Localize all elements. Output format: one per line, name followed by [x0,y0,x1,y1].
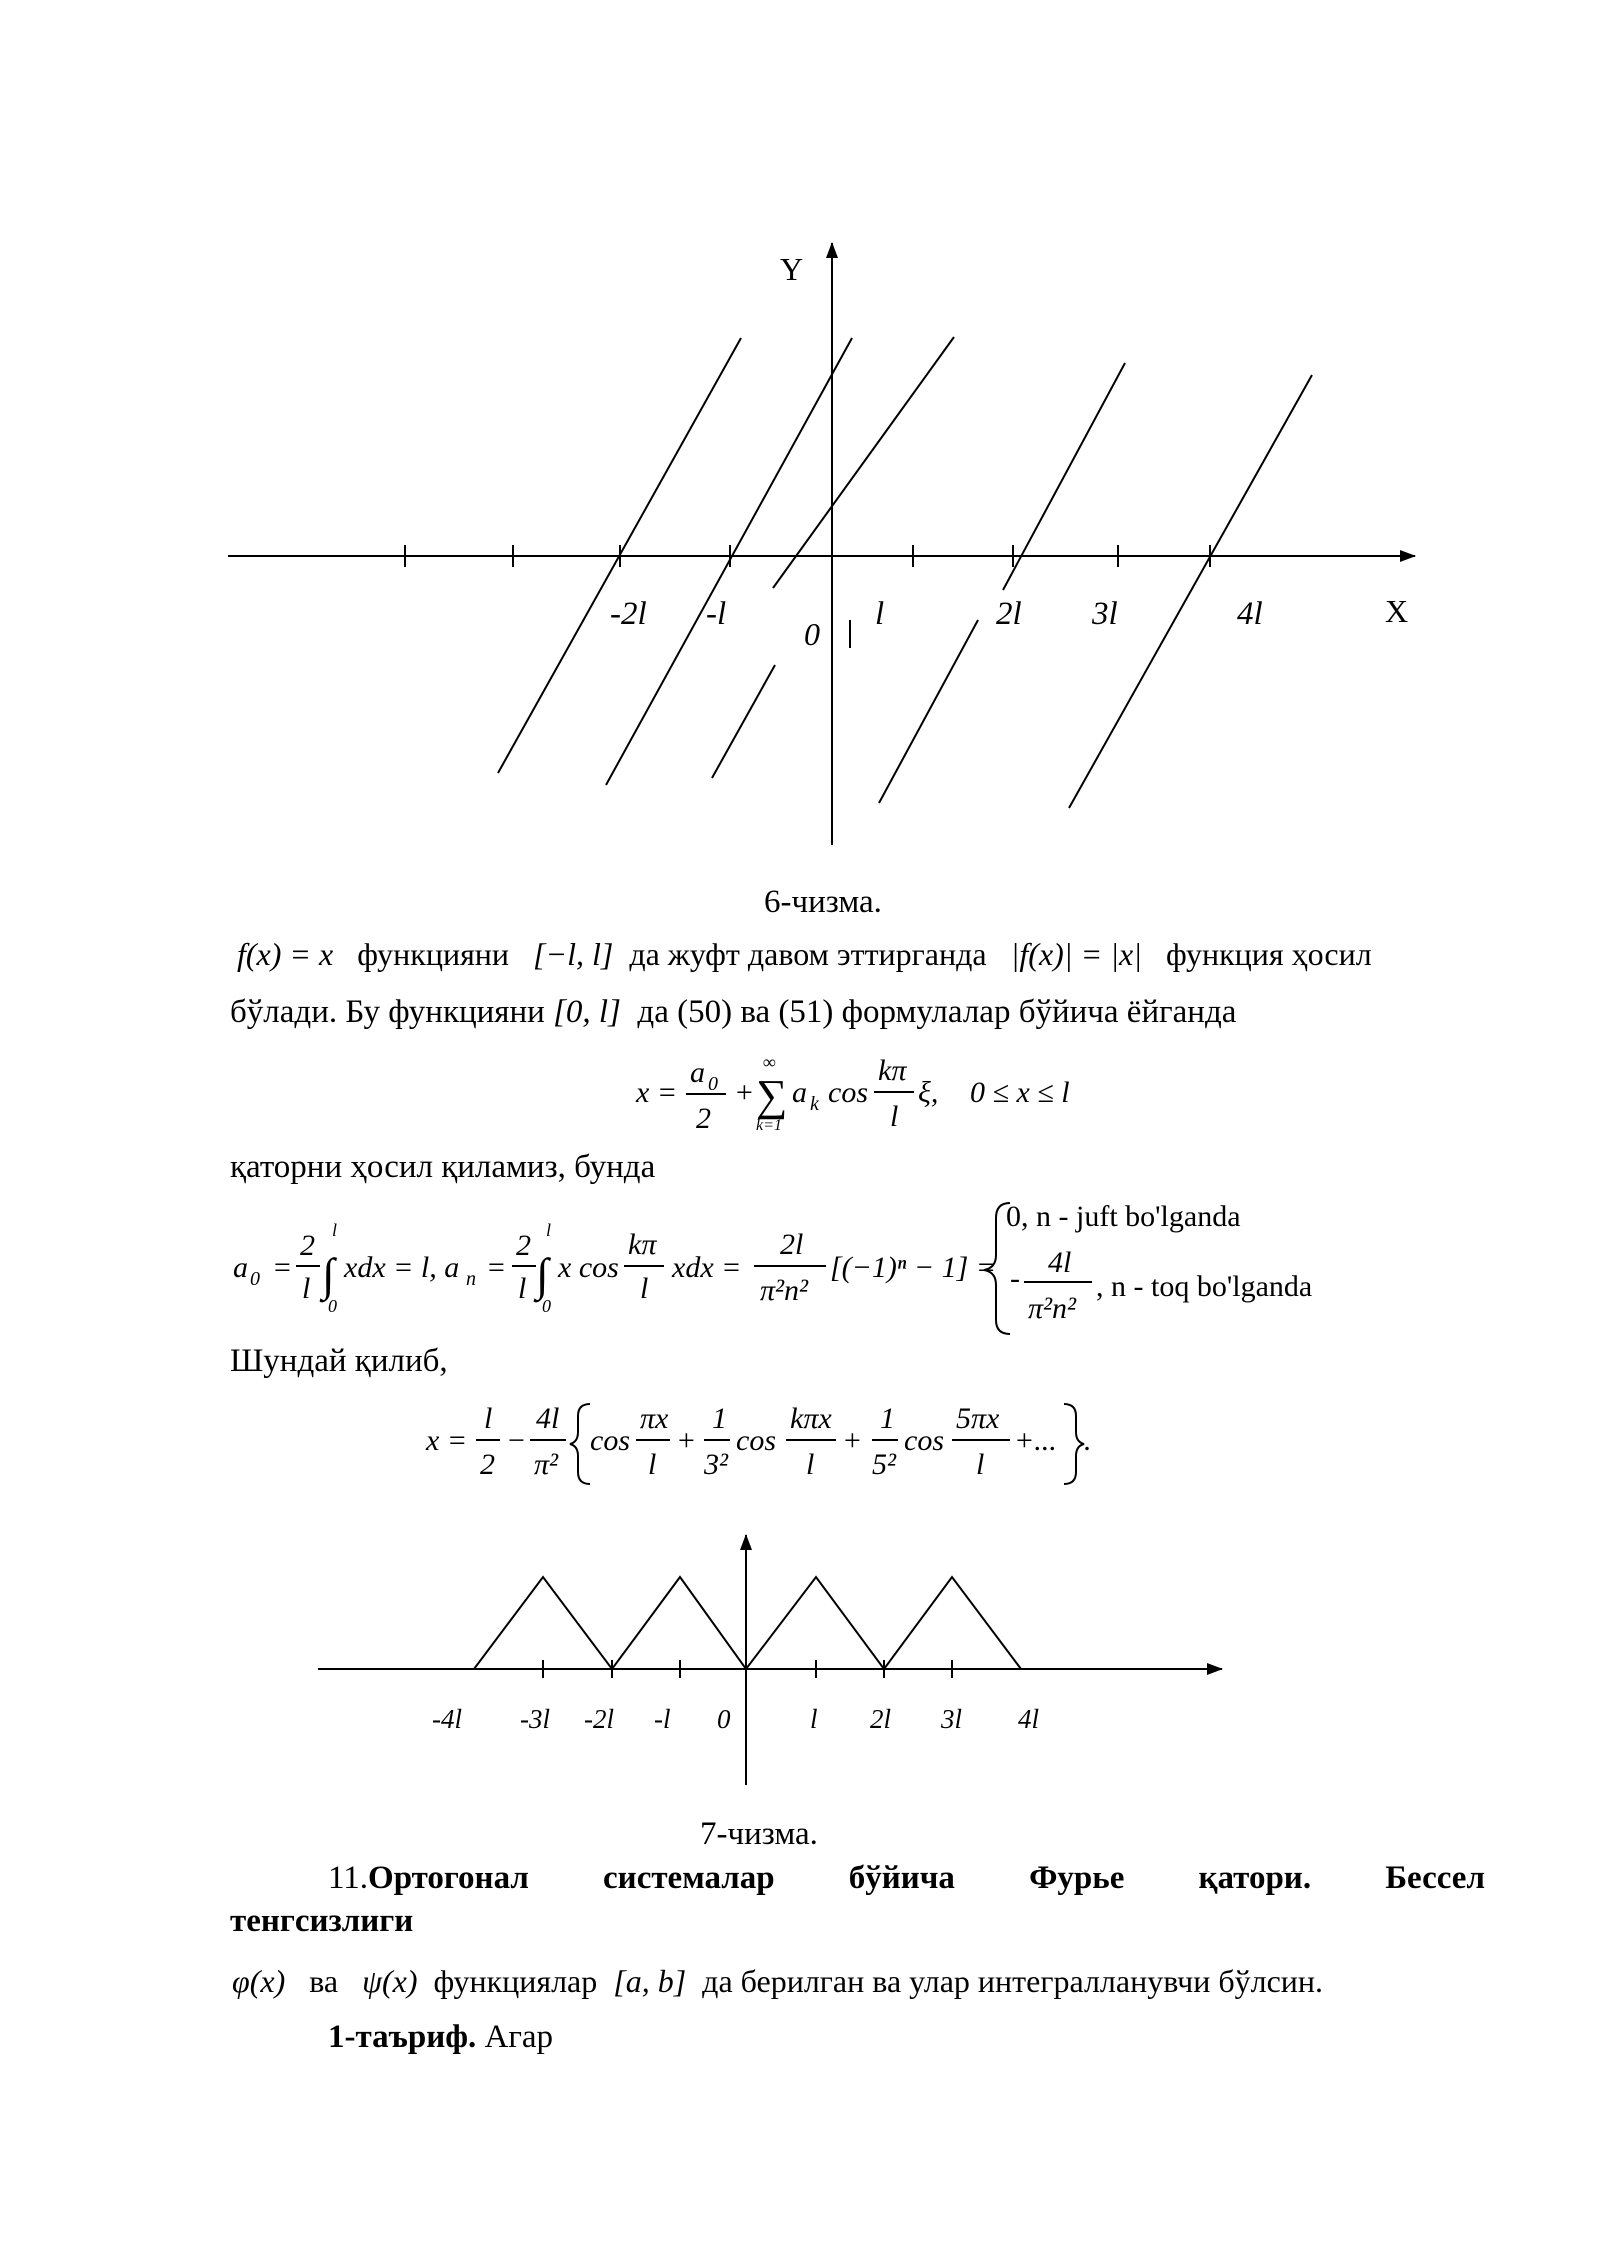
sigma-symbol: ∑ [756,1071,788,1120]
text: функцияни [357,936,510,972]
f1-sum-top: ∞ [763,1052,776,1072]
section-heading-line-1 [230,1860,1485,1897]
figure-6-caption: 6-чизма. [764,884,882,920]
section-title-first [328,1860,529,1897]
fig6-line [773,337,954,588]
phi-function: φ(x) [232,1963,286,1999]
f2-xdx2: xdx = [672,1251,742,1284]
fig6-line [712,665,775,778]
section-heading [230,1860,1485,1940]
f1-two: 2 [696,1102,711,1135]
f3-minus: − [506,1424,527,1457]
definition-label: 1-таъриф. [328,2019,477,2055]
f3-one: 1 [712,1402,727,1435]
fig6-origin-label: 0 [804,616,820,652]
interval: [−l, l] [533,936,614,972]
paragraph-1-line-1 [237,935,1372,973]
fig7-tick-label: 3l [941,1704,963,1734]
section-title-word: бўйича [848,1860,955,1896]
paragraph-3: Шундай қилиб, [230,1343,448,1379]
f2-twol: 2l [780,1228,804,1261]
f3-dots: +... [1014,1424,1057,1457]
fig6-tick-label: -2l [610,596,647,632]
f2-int-bot: 0 [328,1296,337,1316]
fig7-tick-label: 4l [1018,1704,1040,1734]
definition-text: Агар [484,2019,554,2055]
fig7-triangle-wave [474,1577,1021,1669]
left-curly-brace [570,1404,590,1484]
f2-two: 2 [300,1229,315,1262]
f2-case1: 0, n - juft bo'lganda [1006,1200,1241,1233]
integral-symbol: ∫ [322,1249,335,1300]
fig7-tick-label: -2l [584,1704,614,1734]
text: функциялар [433,1963,598,1999]
fig7-tick-label: 2l [870,1704,892,1734]
interval: [a, b] [613,1963,687,1999]
f2-int-bot: 0 [542,1296,551,1316]
fig6-tick-label: 3l [1092,596,1118,632]
f1-sum-bot: k=1 [756,1117,782,1134]
f2-a0: a [233,1251,248,1284]
f3-plus: + [842,1424,863,1457]
f3-cos: cos [736,1424,776,1457]
f3-pix: πx [640,1402,669,1435]
section-title-word: Бессел [1385,1860,1485,1896]
text: да жуфт давом эттирганда [629,936,987,972]
section-title-word: қатори. [1198,1860,1312,1896]
f2-an-sub: n [466,1268,476,1290]
f3-l: l [648,1448,657,1481]
f2-pi2n2: π²n² [1028,1292,1077,1325]
section-number: 11. [328,1860,369,1896]
f2-l: l [518,1272,527,1305]
abs-equation: |f(x)| = |x| [1010,936,1142,972]
section-title-word: системалар [603,1860,775,1896]
left-curly-brace [984,1203,1010,1334]
f2-fourl: 4l [1048,1246,1072,1279]
f1-kpi: kπ [878,1054,907,1087]
f2-xdx: xdx = l, a [344,1251,460,1284]
f1-a0: a [690,1056,705,1089]
f3-kpix: kπx [790,1402,832,1435]
figure-7-caption: 7-чизма. [700,1816,818,1852]
psi-function: ψ(x) [362,1963,418,1999]
f2-l: l [640,1272,649,1305]
paragraph-2: қаторни ҳосил қиламиз, бунда [230,1149,656,1185]
f3-plus: + [676,1424,697,1457]
f1-a0-sub: 0 [708,1073,718,1095]
f2-eq: = [272,1251,293,1284]
text: бўлади. Бу функцияни [230,994,545,1030]
integral-symbol: ∫ [536,1249,549,1300]
section-title-word: Фурье [1029,1860,1125,1896]
f3-two: 2 [480,1448,495,1481]
fig6-tick-label: l [875,596,885,632]
section-heading-line-2: тенгсизлиги [230,1903,414,1939]
f1-xi: ξ, [918,1076,939,1109]
f3-cos: cos [904,1424,944,1457]
f2-pi2n2: π²n² [760,1274,809,1307]
f2-bracket: [(−1)ⁿ − 1] = [830,1251,997,1284]
fig6-line [606,338,852,785]
f3-one: 1 [880,1402,895,1435]
paragraph-4 [232,1962,1323,2000]
right-curly-brace [1064,1404,1084,1484]
fig6-x-label: X [1385,593,1409,629]
fig7-tick-label: -3l [520,1704,550,1734]
fig7-tick-label: -4l [432,1704,462,1734]
f1-ak-sub: k [810,1093,819,1115]
f2-case2-post: , n - toq bo'lganda [1096,1270,1313,1303]
text: функция ҳосил [1166,936,1372,972]
f3-l: l [976,1448,985,1481]
fig6-tick-label: 4l [1237,596,1263,632]
text: да берилган ва улар интегралланувчи бўлсин. [702,1963,1324,1999]
f3-l: l [484,1402,493,1435]
f1-lhs: x = [636,1076,678,1109]
text: да (50) ва (51) формулалар бўйича ёйганда [637,994,1237,1030]
fig7-tick-label: -l [654,1704,671,1734]
f1-cond: 0 ≤ x ≤ l [970,1076,1070,1109]
f2-int-top: l [546,1220,552,1240]
f2-a0-sub: 0 [250,1268,260,1290]
f3-cos: cos [590,1424,630,1457]
f3-five2: 5² [872,1448,896,1481]
f3-pi2: π² [534,1448,559,1481]
text: ва [309,1963,339,1999]
f2-int-top: l [332,1220,338,1240]
f2-two: 2 [516,1229,531,1262]
f2-kpi: kπ [628,1228,657,1261]
f2-case2-pre: - [1010,1262,1020,1295]
f3-lhs: x = [426,1424,468,1457]
fig6-line [879,620,978,803]
f-definition: f(x) = x [237,936,334,972]
f3-fourl: 4l [536,1402,560,1435]
f1-plus: + [734,1076,755,1109]
fig7-tick-label: l [810,1704,818,1734]
f2-eq: = [486,1251,507,1284]
f2-l: l [302,1272,311,1305]
definition-1 [328,2018,553,2058]
f3-l: l [806,1448,815,1481]
fig6-tick-label: -l [706,596,727,632]
f1-cos: cos [828,1076,868,1109]
fig6-line [1069,375,1312,808]
f3-fivepix: 5πx [956,1402,1000,1435]
fig6-y-label: Y [780,251,804,287]
fig6-sawtooth-lines [498,337,1312,808]
fig6-tick-label: 2l [996,596,1022,632]
interval: [0, l] [553,994,621,1030]
section-title-word: Ортогонал [368,1860,529,1896]
paragraph-1-line-2 [230,993,1236,1033]
f3-three2: 3² [704,1448,728,1481]
f1-l: l [890,1100,899,1133]
fig7-tick-label: 0 [717,1704,731,1734]
figure-6 [0,0,1600,900]
f2-xcos: x cos [558,1251,619,1284]
f3-end: . [1084,1424,1092,1457]
f1-ak: a [792,1076,807,1109]
